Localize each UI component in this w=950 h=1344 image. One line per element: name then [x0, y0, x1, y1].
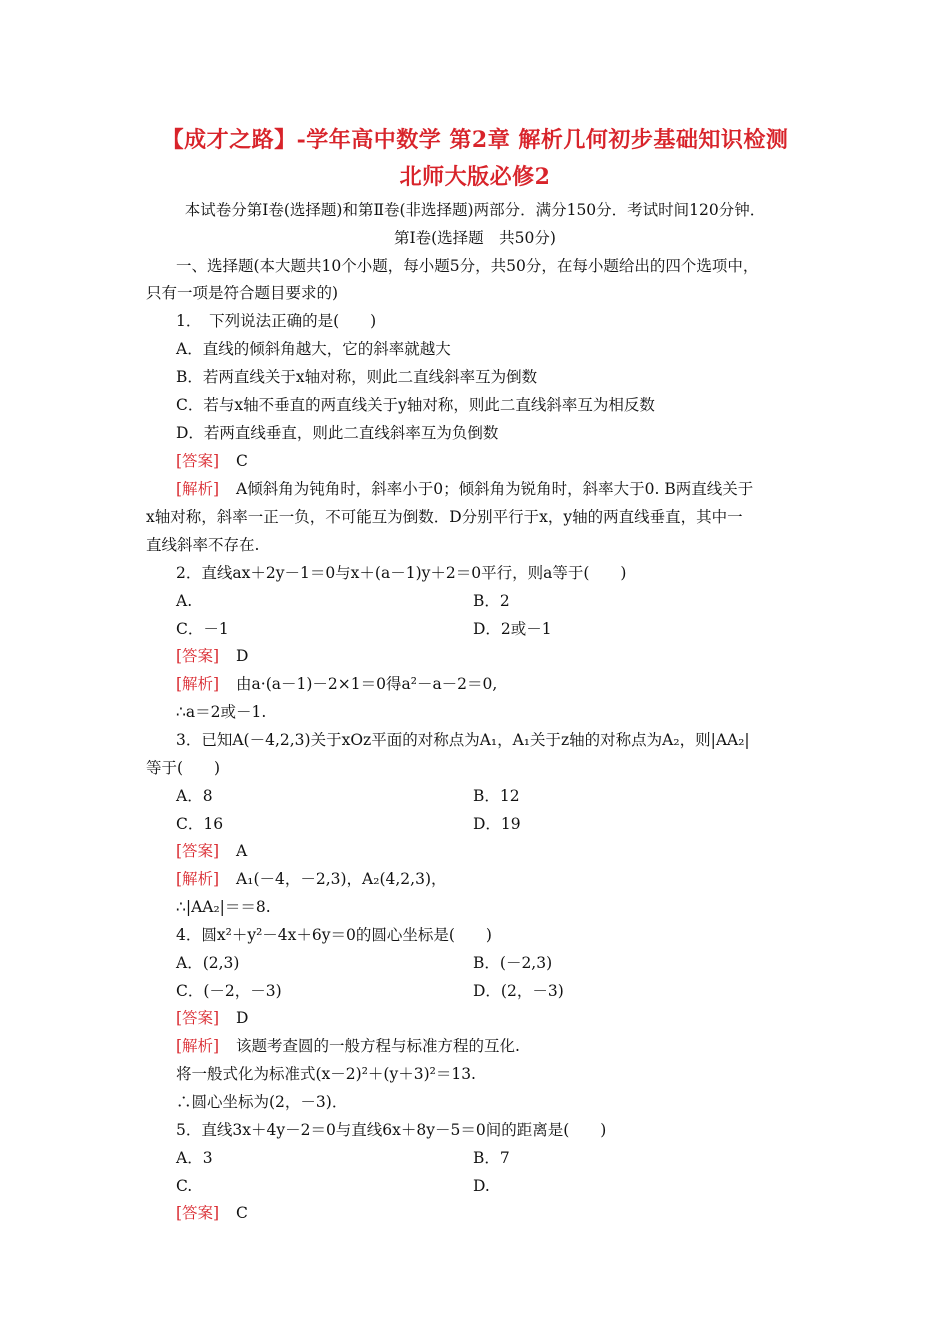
q1-option-c: C．若与x轴不垂直的两直线关于y轴对称，则此二直线斜率互为相反数	[176, 396, 655, 414]
q3-analysis-cont: ∴|AA₂|＝＝8.	[176, 898, 271, 916]
q4-analysis-cont2: ∴圆心坐标为(2，－3)．	[176, 1093, 348, 1111]
q4-option-c: C．(－2，－3)	[176, 982, 282, 1000]
q4-answer-value: D	[236, 1009, 249, 1027]
q2-option-b: B．2	[473, 592, 510, 610]
q2-analysis	[176, 674, 497, 694]
q5-answer-value: C	[236, 1204, 248, 1222]
q1-analysis-cont2: 直线斜率不存在.	[146, 536, 260, 554]
q1-answer	[176, 451, 248, 471]
q4-analysis-text: 该题考查圆的一般方程与标准方程的互化.	[236, 1037, 520, 1055]
q4-option-b: B．(－2,3)	[473, 954, 553, 972]
q2-answer-value: D	[236, 647, 249, 665]
q5-option-b: B．7	[473, 1149, 510, 1167]
q1-option-a: A．直线的倾斜角越大，它的斜率就越大	[176, 340, 451, 358]
part1-title: 第Ⅰ卷(选择题 共50分)	[394, 229, 556, 247]
answer-label: [答案]	[176, 647, 220, 665]
q3-stem: 3．已知A(－4,2,3)关于xOz平面的对称点为A₁，A₁关于z轴的对称点为A₂，则|AA₂|	[176, 731, 750, 749]
section-intro: 一、选择题(本大题共10个小题，每小题5分，共50分，在每小题给出的四个选项中，	[176, 257, 759, 275]
analysis-label: [解析]	[176, 675, 220, 693]
q1-option-d: D．若两直线垂直，则此二直线斜率互为负倒数	[176, 424, 499, 442]
q5-option-d: D.	[473, 1177, 490, 1195]
answer-label: [答案]	[176, 1009, 220, 1027]
analysis-label: [解析]	[176, 870, 220, 888]
document-subtitle: 北师大版必修2	[399, 164, 551, 190]
q1-analysis-text: A倾斜角为钝角时，斜率小于0；倾斜角为锐角时，斜率大于0. B两直线关于	[236, 480, 754, 498]
answer-label: [答案]	[176, 1204, 220, 1222]
q5-stem: 5．直线3x＋4y－2＝0与直线6x＋8y－5＝0间的距离是( )	[176, 1121, 607, 1139]
q3-stem-cont: 等于( )	[146, 759, 221, 777]
answer-label: [答案]	[176, 842, 220, 860]
q3-answer-value: A	[236, 842, 248, 860]
q3-analysis	[176, 869, 447, 889]
q2-analysis-text: 由a·(a－1)－2×1＝0得a²－a－2＝0,	[236, 675, 498, 693]
q2-analysis-cont: ∴a＝2或－1.	[176, 703, 267, 721]
q3-answer	[176, 841, 247, 861]
q1-analysis-cont: x轴对称，斜率一正一负，不可能互为倒数．D分别平行于x，y轴的两直线垂直，其中一	[146, 508, 743, 526]
q3-analysis-text: A₁(－4，－2,3)，A₂(4,2,3)，	[236, 870, 447, 888]
q2-option-c: C．－1	[176, 620, 229, 638]
q1-option-b: B．若两直线关于x轴对称，则此二直线斜率互为倒数	[176, 368, 538, 386]
q3-option-d: D．19	[473, 815, 521, 833]
answer-label: [答案]	[176, 452, 220, 470]
q3-option-c: C．16	[176, 815, 224, 833]
q3-option-b: B．12	[473, 787, 520, 805]
q2-stem: 2．直线ax＋2y－1＝0与x＋(a－1)y＋2＝0平行，则a等于( )	[176, 564, 627, 582]
q3-option-a: A．8	[176, 787, 213, 805]
document-title: 【成才之路】-学年高中数学 第2章 解析几何初步基础知识检测	[161, 127, 789, 153]
analysis-label: [解析]	[176, 1037, 220, 1055]
q4-analysis	[176, 1036, 520, 1056]
q4-analysis-cont: 将一般式化为标准式(x－2)²＋(y＋3)²＝13.	[176, 1065, 476, 1083]
q5-option-a: A．3	[176, 1149, 213, 1167]
exam-note: 本试卷分第Ⅰ卷(选择题)和第Ⅱ卷(非选择题)两部分．满分150分．考试时间120分钟．	[184, 201, 766, 219]
q4-answer	[176, 1008, 248, 1028]
q4-option-a: A．(2,3)	[176, 954, 240, 972]
section-intro-cont: 只有一项是符合题目要求的)	[146, 284, 339, 302]
q4-stem: 4．圆x²＋y²－4x＋6y＝0的圆心坐标是( )	[176, 926, 492, 944]
q1-answer-value: C	[236, 452, 248, 470]
q5-option-c: C.	[176, 1177, 193, 1195]
q1-stem: 1． 下列说法正确的是( )	[176, 312, 377, 330]
analysis-label: [解析]	[176, 480, 220, 498]
q4-option-d: D．(2，－3)	[473, 982, 564, 1000]
q2-answer	[176, 646, 248, 666]
q2-option-d: D．2或－1	[473, 620, 552, 638]
q1-analysis	[176, 479, 753, 499]
q2-option-a: A.	[176, 592, 193, 610]
q5-answer	[176, 1203, 248, 1223]
